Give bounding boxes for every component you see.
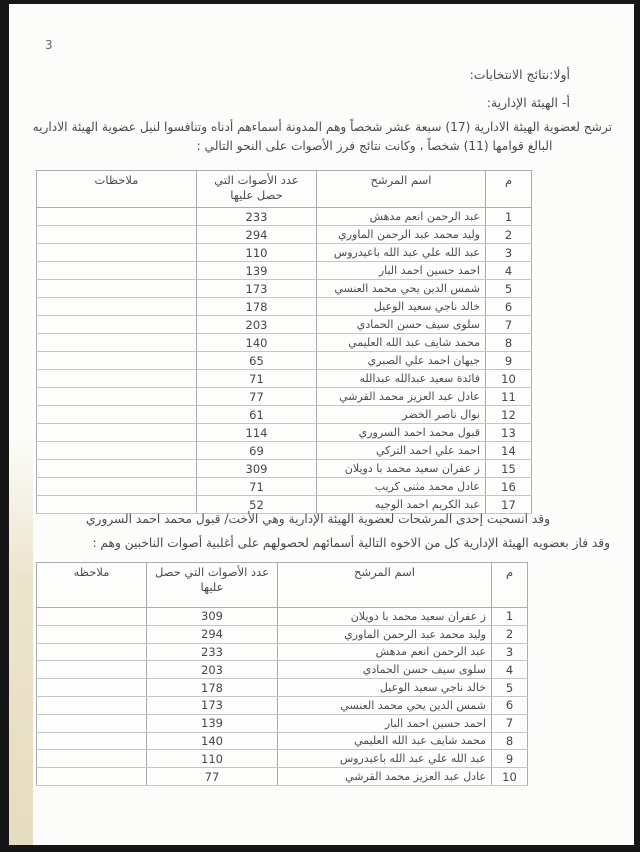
- vote-count: 203: [197, 316, 317, 334]
- candidate-number: 16: [486, 478, 532, 496]
- candidate-number: 10: [486, 370, 532, 388]
- notes-cell: [37, 696, 147, 714]
- vote-count: 178: [147, 679, 278, 697]
- candidate-number: 13: [486, 424, 532, 442]
- candidate-number: 9: [486, 352, 532, 370]
- vote-count: 71: [197, 478, 317, 496]
- table-row: [37, 714, 528, 732]
- candidate-name: فائدة سعيد عبدالله عبدالله: [317, 370, 486, 388]
- table-row: [37, 370, 532, 388]
- col-header-notes: ملاحظات: [37, 171, 197, 208]
- vote-count: 178: [197, 298, 317, 316]
- notes-cell: [37, 732, 147, 750]
- notes-cell: [37, 679, 147, 697]
- vote-count: 294: [197, 226, 317, 244]
- vote-count: 65: [197, 352, 317, 370]
- candidate-number: 15: [486, 460, 532, 478]
- notes-cell: [37, 625, 147, 643]
- vote-count: 233: [147, 643, 278, 661]
- vote-count: 110: [197, 244, 317, 262]
- winner-name: وليد محمد عبد الرحمن الماوري: [278, 625, 492, 643]
- vote-count: 77: [197, 388, 317, 406]
- notes-cell: [37, 226, 197, 244]
- table-row: [37, 208, 532, 226]
- candidate-name: عبد الكريم احمد الوجيه: [317, 496, 486, 514]
- table-row: [37, 280, 532, 298]
- candidate-name: وليد محمد عبد الرحمن الماوري: [317, 226, 486, 244]
- table-row: [37, 608, 528, 626]
- page-number: 3: [45, 38, 53, 52]
- vote-count: 61: [197, 406, 317, 424]
- col-header-number: م: [492, 563, 528, 608]
- table-header-row: [37, 563, 528, 608]
- vote-count: 173: [197, 280, 317, 298]
- winner-name: شمس الدين يحي محمد العنسي: [278, 696, 492, 714]
- col-header-votes: عدد الأصوات التي حصل عليها: [197, 171, 317, 208]
- notes-cell: [37, 661, 147, 679]
- candidate-name: سلوى سيف حسن الحمادي: [317, 316, 486, 334]
- table-header-row: [37, 171, 532, 208]
- candidate-name: شمس الدين يحي محمد العنسي: [317, 280, 486, 298]
- candidate-name: نوال ناصر الخضر: [317, 406, 486, 424]
- candidate-name: عادل محمد مثنى كريب: [317, 478, 486, 496]
- winner-number: 5: [492, 679, 528, 697]
- section-heading-results: أولا:نتائج الانتخابات:: [469, 67, 570, 82]
- vote-count: 203: [147, 661, 278, 679]
- vote-count: 140: [147, 732, 278, 750]
- winner-number: 4: [492, 661, 528, 679]
- winner-number: 6: [492, 696, 528, 714]
- candidate-name: عادل عبد العزيز محمد القرشي: [317, 388, 486, 406]
- table-row: [37, 643, 528, 661]
- intro-paragraph: [33, 118, 612, 156]
- notes-cell: [37, 478, 197, 496]
- table-row: [37, 334, 532, 352]
- candidate-name: محمد شايف عبد الله العليمي: [317, 334, 486, 352]
- notes-cell: [37, 750, 147, 768]
- vote-count: 309: [197, 460, 317, 478]
- candidate-name: قبول محمد احمد السروري: [317, 424, 486, 442]
- table-row: [37, 226, 532, 244]
- winner-name: عبد الرحمن انعم مدهش: [278, 643, 492, 661]
- notes-cell: [37, 406, 197, 424]
- vote-count: 71: [197, 370, 317, 388]
- winner-name: خالد ناجي سعيد الوعيل: [278, 679, 492, 697]
- candidate-number: 17: [486, 496, 532, 514]
- notes-cell: [37, 370, 197, 388]
- table-row: [37, 750, 528, 768]
- candidate-number: 4: [486, 262, 532, 280]
- candidate-number: 6: [486, 298, 532, 316]
- candidate-name: عبد الله علي عبد الله باعيدروس: [317, 244, 486, 262]
- notes-cell: [37, 460, 197, 478]
- notes-cell: [37, 388, 197, 406]
- col-header-votes: عدد الأصوات التي حصل عليها: [147, 563, 278, 608]
- candidate-number: 7: [486, 316, 532, 334]
- vote-count: 52: [197, 496, 317, 514]
- table-row: [37, 352, 532, 370]
- col-header-candidate-name: اسم المرشح: [317, 171, 486, 208]
- table-row: [37, 478, 532, 496]
- subsection-heading-admin-body: أ- الهيئة الإدارية:: [486, 95, 570, 110]
- winner-number: 9: [492, 750, 528, 768]
- candidates-votes-table: [36, 170, 532, 514]
- winners-votes-table: [36, 562, 528, 786]
- intro-line-1: ترشح لعضوية الهيئة الادارية (17) سبعة عشر شخصاً وهم المدونة أسماءهم أدناه وتنافسوا لنيل عضوية الهيئة الاداريه: [32, 120, 612, 134]
- vote-count: 173: [147, 696, 278, 714]
- notes-cell: [37, 643, 147, 661]
- notes-cell: [37, 208, 197, 226]
- notes-cell: [37, 714, 147, 732]
- table-row: [37, 625, 528, 643]
- notes-cell: [37, 316, 197, 334]
- winner-name: محمد شايف عبد الله العليمي: [278, 732, 492, 750]
- candidate-number: 11: [486, 388, 532, 406]
- winner-number: 8: [492, 732, 528, 750]
- notes-cell: [37, 280, 197, 298]
- table-row: [37, 679, 528, 697]
- table-row: [37, 661, 528, 679]
- notes-cell: [37, 608, 147, 626]
- candidate-number: 14: [486, 442, 532, 460]
- vote-count: 294: [147, 625, 278, 643]
- table-row: [37, 496, 532, 514]
- notes-cell: [37, 768, 147, 786]
- candidate-name: خالد ناجي سعيد الوعيل: [317, 298, 486, 316]
- winners-intro: وقد فاز بعضويه الهيئة الإدارية كل من الاخوه التالية أسمائهم لحصولهم على أغلبية أصوات الناخبين وهم :: [92, 536, 610, 550]
- table-row: [37, 696, 528, 714]
- notes-cell: [37, 352, 197, 370]
- table-row: [37, 768, 528, 786]
- vote-count: 309: [147, 608, 278, 626]
- table-row: [37, 732, 528, 750]
- notes-cell: [37, 262, 197, 280]
- notes-cell: [37, 442, 197, 460]
- col-header-number: م: [486, 171, 532, 208]
- candidate-name: احمد علي احمد التركي: [317, 442, 486, 460]
- vote-count: 77: [147, 768, 278, 786]
- col-header-notes: ملاحظه: [37, 563, 147, 608]
- table-row: [37, 316, 532, 334]
- candidate-number: 12: [486, 406, 532, 424]
- notes-cell: [37, 298, 197, 316]
- col-header-candidate-name: اسم المرشح: [278, 563, 492, 608]
- winner-number: 3: [492, 643, 528, 661]
- vote-count: 233: [197, 208, 317, 226]
- vote-count: 139: [197, 262, 317, 280]
- candidate-number: 5: [486, 280, 532, 298]
- vote-count: 140: [197, 334, 317, 352]
- winner-name: سلوى سيف حسن الحمادي: [278, 661, 492, 679]
- candidate-name: ز عفران سعيد محمد با دويلان: [317, 460, 486, 478]
- candidate-name: عبد الرحمن انعم مدهش: [317, 208, 486, 226]
- vote-count: 69: [197, 442, 317, 460]
- notes-cell: [37, 334, 197, 352]
- scanned-document-page: [9, 4, 634, 845]
- winner-name: احمد حسين احمد البار: [278, 714, 492, 732]
- withdrawal-note: وقد انسحبت إحدى المرشحات لعضوية الهيئة الإدارية وهي الأخت/ قبول محمد احمد السروري: [86, 512, 550, 526]
- table-row: [37, 388, 532, 406]
- intro-line-2: البالغ قوامها (11) شخصاً ، وكانت نتائج فرز الأصوات على النحو التالي :: [196, 139, 553, 153]
- winner-number: 2: [492, 625, 528, 643]
- notes-cell: [37, 424, 197, 442]
- winner-number: 1: [492, 608, 528, 626]
- vote-count: 110: [147, 750, 278, 768]
- table-row: [37, 262, 532, 280]
- winner-name: عادل عبد العزيز محمد القرشي: [278, 768, 492, 786]
- scan-edge-shadow: [9, 435, 33, 845]
- candidate-number: 8: [486, 334, 532, 352]
- winner-name: ز عفران سعيد محمد با دويلان: [278, 608, 492, 626]
- vote-count: 114: [197, 424, 317, 442]
- vote-count: 139: [147, 714, 278, 732]
- table-row: [37, 442, 532, 460]
- candidate-number: 3: [486, 244, 532, 262]
- candidate-name: جيهان احمد علي الصبري: [317, 352, 486, 370]
- table-row: [37, 244, 532, 262]
- table-row: [37, 424, 532, 442]
- table-row: [37, 406, 532, 424]
- candidate-name: احمد حسين احمد البار: [317, 262, 486, 280]
- winner-name: عبد الله علي عبد الله باعيدروس: [278, 750, 492, 768]
- table-row: [37, 298, 532, 316]
- winner-number: 10: [492, 768, 528, 786]
- candidate-number: 1: [486, 208, 532, 226]
- notes-cell: [37, 496, 197, 514]
- winner-number: 7: [492, 714, 528, 732]
- notes-cell: [37, 244, 197, 262]
- table-row: [37, 460, 532, 478]
- candidate-number: 2: [486, 226, 532, 244]
